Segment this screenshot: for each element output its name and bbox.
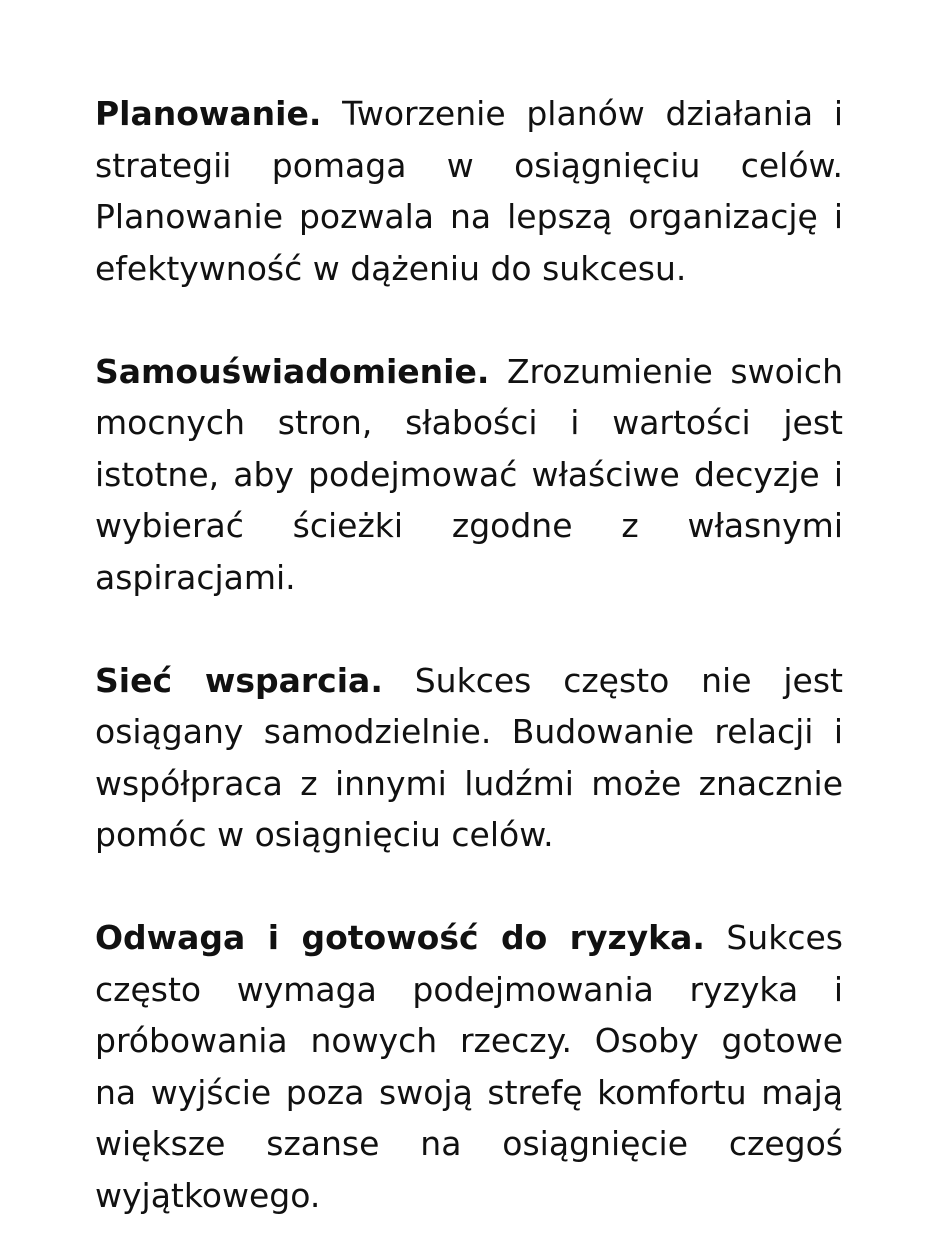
paragraph-text: Zrozumienie swoich mocnych stron, słabości i wartości jest istotne, aby podejmować właściwe decyzje i wybierać ścieżki zgodne z własnymi aspiracjami. [95, 351, 843, 597]
paragraph-heading: Sieć wsparcia. [95, 660, 383, 700]
paragraph-support-network [95, 655, 843, 861]
paragraph-heading: Samouświadomienie. [95, 351, 490, 391]
paragraph-heading: Planowanie. [95, 94, 322, 133]
paragraph-planning [95, 88, 843, 294]
document-body [95, 88, 843, 1221]
paragraph-self-awareness [95, 346, 843, 604]
paragraph-text: Tworzenie planów działania i strategii pomaga w osiągnięciu celów. Planowanie pozwala na lepszą organizację i efektywność w dążeniu do sukcesu. [95, 94, 843, 288]
paragraph-text: Sukces często nie jest osiągany samodzielnie. Budowanie relacji i współpraca z innymi ludźmi może znacznie pomóc w osiągnięciu celów. [95, 660, 843, 854]
paragraph-heading: Odwaga i gotowość do ryzyka. [95, 918, 705, 957]
paragraph-courage-risk [95, 912, 843, 1221]
paragraph-text: Sukces często wymaga podejmowania ryzyka i próbowania nowych rzeczy. Osoby gotowe na wyjście poza swoją strefę komfortu mają większe szanse na osiągnięcie czegoś wyjątkowego. [95, 918, 843, 1215]
